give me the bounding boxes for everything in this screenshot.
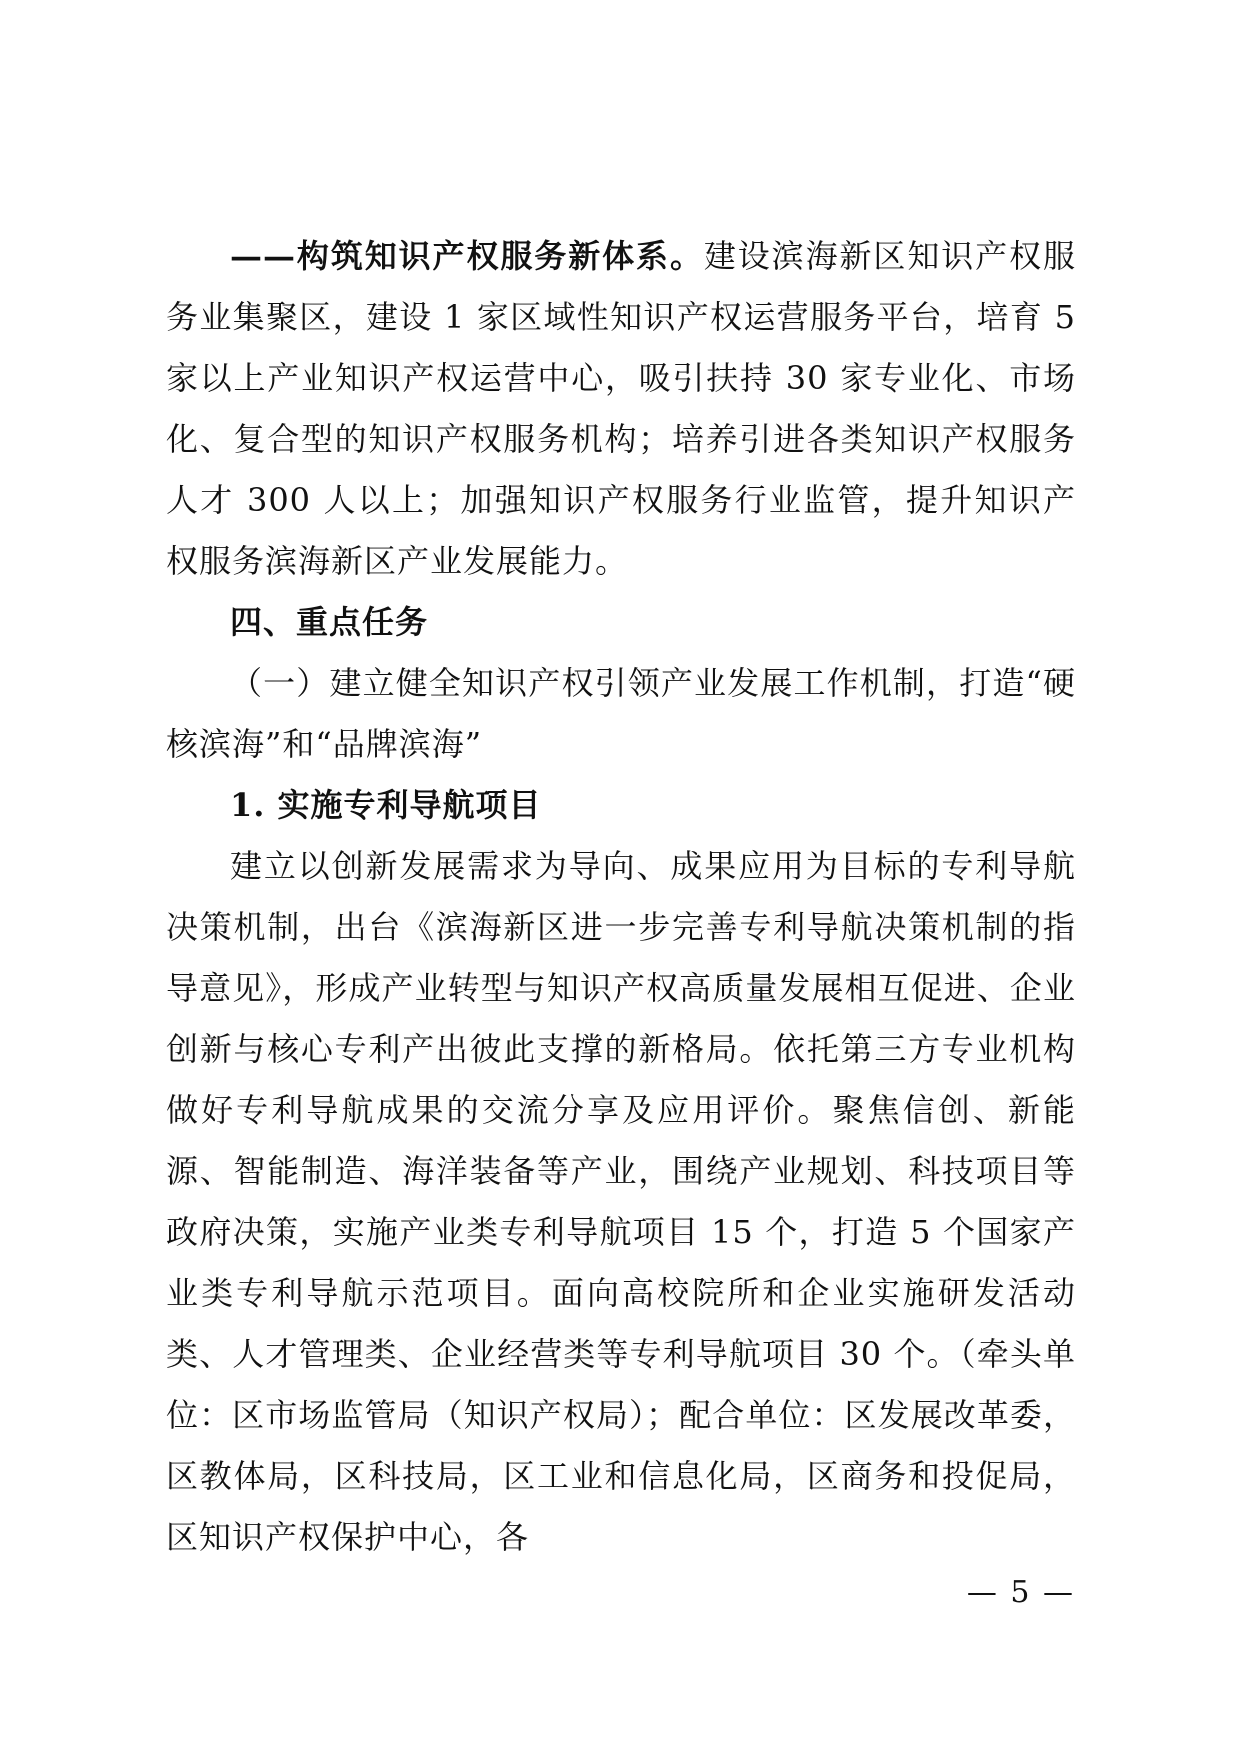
paragraph-lead-bold: ——构筑知识产权服务新体系。 <box>230 237 704 275</box>
document-body <box>166 226 1076 1568</box>
item-heading: 1. 实施专利导航项目 <box>230 786 542 824</box>
section-heading: 四、重点任务 <box>230 603 429 641</box>
paragraph-patent-navigation: 建立以创新发展需求为导向、成果应用为目标的专利导航决策机制，出台《滨海新区进一步完善专利导航决策机制的指导意见》，形成产业转型与知识产权高质量发展相互促进、企业创新与核心专利产出彼此支撑的新格局。依托第三方专业机构做好专利导航成果的交流分享及应用评价。聚焦信创、新能源、智能制造、海洋装备等产业，围绕产业规划、科技项目等政府决策，实施产业类专利导航项目 15 个，打造 5 个国家产业类专利导航示范项目。面向高校院所和企业实施研发活动类、人才管理类、企业经营类等专利导航项目 30 个。（牵头单位：区市场监管局（知识产权局）；配合单位：区发展改革委，区教体局，区科技局，区工业和信息化局，区商务和投促局，区知识产权保护中心，各 <box>166 847 1076 1556</box>
paragraph-text: 建设滨海新区知识产权服务业集聚区，建设 1 家区域性知识产权运营服务平台，培育 5 家以上产业知识产权运营中心，吸引扶持 30 家专业化、市场化、复合型的知识产权服务机构；培养引进各类知识产权服务人才 300 人以上；加强知识产权服务行业监管，提升知识产权服务滨海新区产业发展能力。 <box>166 237 1076 580</box>
paragraph-service-system <box>166 226 1076 592</box>
subsection-heading: （一）建立健全知识产权引领产业发展工作机制，打造“硬核滨海”和“品牌滨海” <box>166 664 1076 763</box>
page-number: — 5 — <box>966 1575 1075 1610</box>
